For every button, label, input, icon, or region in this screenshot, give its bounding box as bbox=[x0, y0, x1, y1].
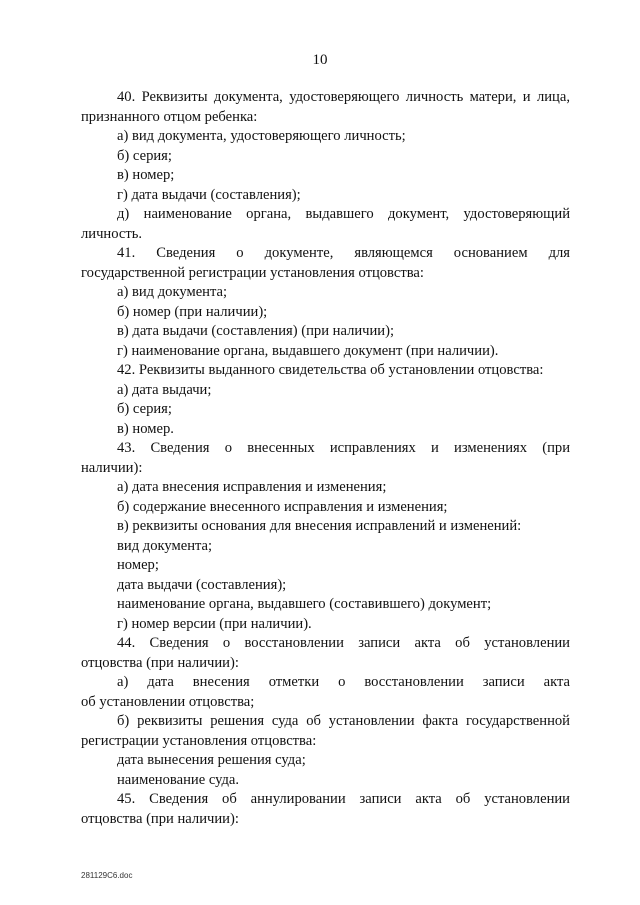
text-line: об установлении отцовства; bbox=[81, 693, 255, 710]
text-line: д) наименование органа, выдавшего документ, удостоверяющий bbox=[117, 206, 570, 222]
text-line: в) номер. bbox=[117, 420, 174, 437]
text-line: а) вид документа, удостоверяющего личность; bbox=[117, 128, 406, 144]
text-line: наименование органа, выдавшего (составившего) документ; bbox=[117, 596, 492, 612]
page-number: 10 bbox=[312, 52, 328, 68]
text-line: государственной регистрации установления отцовства: bbox=[81, 264, 424, 281]
text-line: г) номер версии (при наличии). bbox=[117, 615, 312, 632]
text-line: а) дата выдачи; bbox=[117, 381, 212, 398]
text-line: 45. Сведения об аннулировании записи акта об установлении bbox=[117, 791, 570, 807]
text-line: г) наименование органа, выдавшего документ (при наличии). bbox=[117, 342, 499, 359]
text-line: б) содержание внесенного исправления и изменения; bbox=[117, 498, 448, 515]
text-line: номер; bbox=[117, 557, 159, 573]
text-line: вид документа; bbox=[117, 537, 213, 554]
text-line: б) серия; bbox=[117, 147, 172, 164]
text-line: 40. Реквизиты документа, удостоверяющего личность матери, и лица, bbox=[117, 89, 570, 105]
text-line: наличии): bbox=[81, 459, 143, 476]
text-line: дата выдачи (составления); bbox=[117, 576, 287, 593]
text-line: в) реквизиты основания для внесения исправлений и изменений: bbox=[117, 518, 522, 534]
text-line: признанного отцом ребенка: bbox=[81, 108, 258, 125]
text-line: в) дата выдачи (составления) (при наличии); bbox=[117, 323, 395, 339]
text-line: б) серия; bbox=[117, 401, 172, 417]
text-line: личность. bbox=[81, 225, 143, 242]
text-line: 42. Реквизиты выданного свидетельства об установлении отцовства: bbox=[117, 362, 544, 378]
text-line: 44. Сведения о восстановлении записи акта об установлении bbox=[117, 635, 570, 651]
text-line: а) дата внесения исправления и изменения; bbox=[117, 479, 387, 495]
text-line: дата вынесения решения суда; bbox=[117, 752, 306, 768]
text-line: а) дата внесения отметки о восстановлении записи акта bbox=[117, 674, 570, 690]
text-line: 41. Сведения о документе, являющемся основанием для bbox=[117, 245, 570, 261]
text-line: регистрации установления отцовства: bbox=[81, 732, 317, 749]
text-line: б) реквизиты решения суда об установлении факта государственной bbox=[117, 713, 570, 729]
document-body bbox=[81, 88, 570, 829]
text-line: 43. Сведения о внесенных исправлениях и изменениях (при bbox=[117, 440, 570, 456]
footer-filename: 281129С6.doc bbox=[81, 871, 133, 880]
text-line: б) номер (при наличии); bbox=[117, 303, 268, 320]
text-line: в) номер; bbox=[117, 167, 175, 183]
text-line: наименование суда. bbox=[117, 771, 240, 788]
text-line: отцовства (при наличии): bbox=[81, 654, 239, 671]
text-line: г) дата выдачи (составления); bbox=[117, 186, 301, 203]
text-line: отцовства (при наличии): bbox=[81, 810, 239, 827]
text-line: а) вид документа; bbox=[117, 284, 228, 300]
